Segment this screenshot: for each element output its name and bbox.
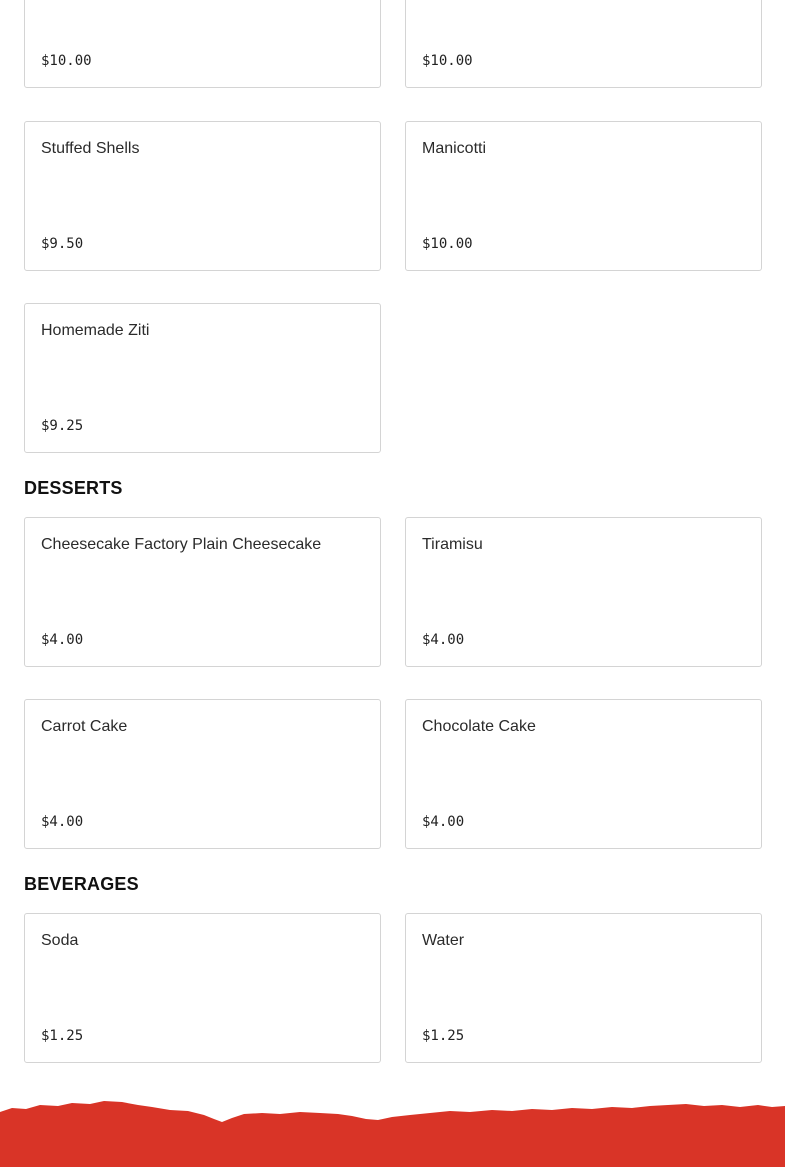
torn-paper-footer [0,1096,785,1167]
menu-item-card[interactable] [24,517,381,667]
menu-item-card[interactable] [24,699,381,849]
menu-item-name: Tiramisu [422,536,483,553]
menu-item-price: $1.25 [41,1028,84,1044]
menu-item-card[interactable] [405,913,762,1063]
menu-item-card[interactable] [405,0,762,88]
menu-item-price: $1.25 [422,1028,465,1044]
menu-item-price: $9.25 [41,418,84,434]
menu-item-name: Carrot Cake [41,718,128,735]
menu-item-price: $4.00 [422,814,465,830]
menu-item-name: Water [422,932,465,949]
menu-item-price: $9.50 [41,236,84,252]
menu-item-card[interactable] [405,121,762,271]
menu-item-name: Soda [41,932,79,949]
menu-item-price: $4.00 [41,814,84,830]
menu-item-price: $10.00 [422,236,473,252]
menu-item-price: $10.00 [41,53,92,69]
menu-item-card[interactable] [24,303,381,453]
section-title-beverages: BEVERAGES [24,874,139,894]
menu-item-card[interactable] [24,0,381,88]
menu-item-name: Cheesecake Factory Plain Cheesecake [41,536,322,553]
menu-item-name: Stuffed Shells [41,140,140,157]
menu-item-price: $4.00 [41,632,84,648]
menu-item-price: $4.00 [422,632,465,648]
section-title-desserts: DESSERTS [24,478,123,498]
menu-item-name: Manicotti [422,140,487,157]
menu-item-card[interactable] [24,121,381,271]
menu-item-card[interactable] [24,913,381,1063]
menu-item-card[interactable] [405,699,762,849]
footer-shape [0,1101,785,1167]
menu-item-name: Chocolate Cake [422,718,536,735]
menu-item-card[interactable] [405,517,762,667]
menu-item-name: Homemade Ziti [41,322,150,339]
menu-item-price: $10.00 [422,53,473,69]
